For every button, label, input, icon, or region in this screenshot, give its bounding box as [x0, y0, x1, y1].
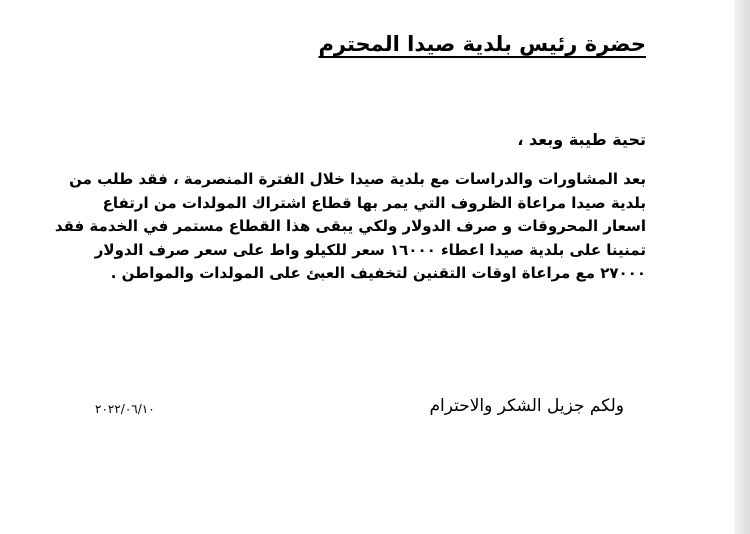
page-edge	[734, 0, 750, 534]
body-line: اسعار المحروقات و صرف الدولار ولكي يبقى هذا القطاع مستمر في الخدمة فقد	[54, 217, 646, 235]
body-line: تمنينا على بلدية صيدا اعطاء ١٦٠٠٠ سعر للكيلو واط على سعر صرف الدولار	[94, 240, 646, 259]
letter-heading: حضرة رئيس بلدية صيدا المحترم	[318, 32, 646, 56]
letter-greeting: تحية طيبة وبعد ،	[517, 130, 646, 149]
letter-body	[54, 168, 646, 286]
body-line: بعد المشاورات والدراسات مع بلدية صيدا خلال الفترة المنصرمة ، فقد طلب من	[69, 170, 646, 188]
letter-date: ٢٠٢٢/٠٦/١٠	[95, 402, 155, 416]
letter-closing: ولكم جزيل الشكر والاحترام	[429, 396, 624, 416]
body-line: بلدية صيدا مراعاة الظروف التي يمر بها قطاع اشتراك المولدات من ارتفاع	[102, 193, 646, 212]
body-line: ٢٧٠٠٠ مع مراعاة اوقات التقنين لتخفيف العبئ على المولدات والمواطن .	[110, 264, 646, 282]
